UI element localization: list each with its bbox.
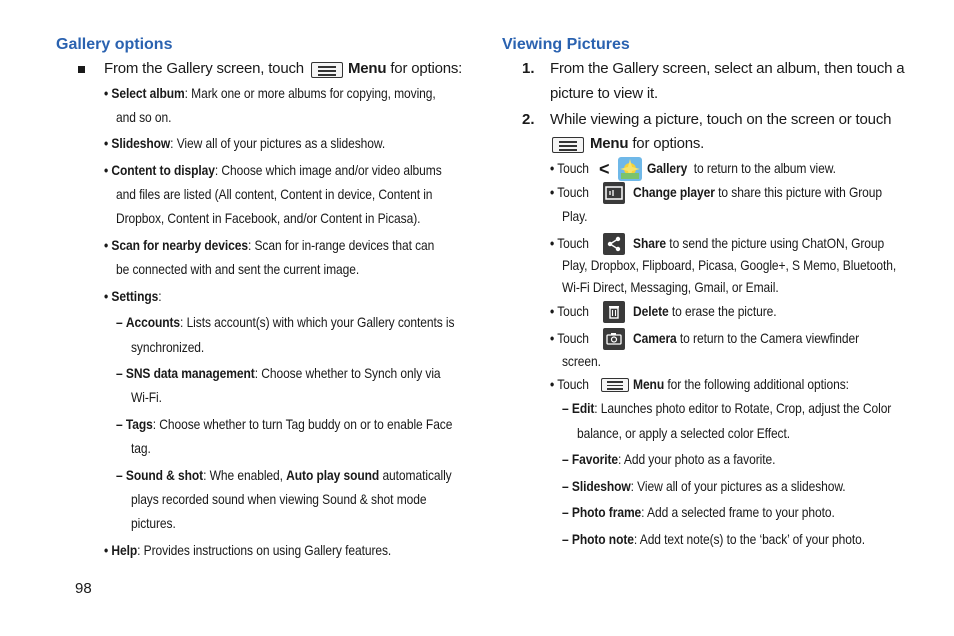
option-help: • Help: Provides instructions on using Gallery features. bbox=[104, 542, 392, 558]
option-desc: : Provides instructions on using Gallery features. bbox=[137, 542, 392, 558]
step-2-line2 bbox=[590, 135, 704, 152]
change-player-icon bbox=[603, 182, 625, 204]
touch-camera-prefix: • Touch bbox=[550, 330, 589, 346]
menu-icon bbox=[601, 378, 629, 392]
section-heading-viewing-pictures: Viewing Pictures bbox=[502, 36, 630, 53]
setting-tags-line2: tag. bbox=[131, 440, 151, 456]
gallery-options-intro-end bbox=[348, 60, 462, 77]
touch-label: Touch bbox=[557, 303, 589, 319]
touch-label: Touch bbox=[557, 184, 589, 200]
option-desc: : Lists account(s) with which your Gallery contents is bbox=[180, 314, 455, 330]
option-content-line3: Dropbox, Content in Facebook, and/or Content in Picasa). bbox=[116, 210, 421, 226]
option-term-2: Auto play sound bbox=[286, 467, 380, 483]
option-term: Select album bbox=[111, 85, 185, 101]
gallery-options-intro bbox=[104, 60, 304, 77]
touch-label: Touch bbox=[557, 376, 589, 392]
menu-label: Menu bbox=[590, 135, 629, 152]
menu-option-edit: – Edit: Launches photo editor to Rotate, Crop, adjust the Color bbox=[562, 400, 892, 416]
option-desc: for the following additional options: bbox=[667, 376, 849, 392]
option-settings: • Settings: bbox=[104, 288, 162, 304]
option-desc: : Choose whether to Synch only via bbox=[254, 365, 441, 381]
touch-menu-text bbox=[633, 376, 849, 392]
setting-sound-shot-line2: plays recorded sound when viewing Sound & shot mode bbox=[131, 491, 427, 507]
option-desc: : Choose whether to turn Tag buddy on or to enable Face bbox=[152, 416, 453, 432]
option-term: Photo note bbox=[571, 531, 634, 547]
back-chevron-icon: < bbox=[599, 159, 610, 179]
touch-camera-text bbox=[633, 330, 859, 346]
page-number: 98 bbox=[75, 580, 92, 597]
option-term: Scan for nearby devices bbox=[111, 237, 248, 253]
option-term: Help bbox=[111, 542, 138, 558]
option-term: Slideshow bbox=[111, 135, 171, 151]
option-desc: to send the picture using ChatON, Group bbox=[669, 235, 885, 251]
option-desc: : Add a selected frame to your photo. bbox=[641, 504, 835, 520]
option-content-line2: and files are listed (All content, Content in device, Content in bbox=[116, 186, 433, 202]
option-desc: : bbox=[158, 288, 162, 304]
touch-label: Touch bbox=[557, 330, 589, 346]
intro-after: for options: bbox=[390, 60, 463, 77]
option-desc: : Whe enabled, bbox=[203, 467, 283, 483]
option-term: Share bbox=[633, 235, 667, 251]
option-content-to-display: • Content to display: Choose which image and/or video albums bbox=[104, 162, 442, 178]
option-desc: to share this picture with Group bbox=[718, 184, 883, 200]
setting-tags: – Tags: Choose whether to turn Tag buddy on or to enable Face bbox=[116, 416, 453, 432]
setting-accounts-line2: synchronized. bbox=[131, 339, 205, 355]
menu-option-photo-note: – Photo note: Add text note(s) to the ‘back’ of your photo. bbox=[562, 531, 865, 547]
option-desc: to erase the picture. bbox=[671, 303, 777, 319]
option-term: Settings bbox=[111, 288, 159, 304]
step-2-after: for options. bbox=[632, 135, 705, 152]
option-desc: : Add text note(s) to the ‘back’ of your photo. bbox=[633, 531, 865, 547]
camera-icon bbox=[603, 328, 625, 350]
section-heading-gallery-options: Gallery options bbox=[56, 36, 173, 53]
gallery-app-icon bbox=[618, 157, 642, 181]
menu-option-favorite: – Favorite: Add your photo as a favorite. bbox=[562, 451, 776, 467]
touch-label: Touch bbox=[557, 160, 589, 176]
option-term: Delete bbox=[633, 303, 669, 319]
setting-sns-line2: Wi-Fi. bbox=[131, 389, 162, 405]
setting-sound-shot: – Sound & shot: Whe enabled, Auto play sound automatically bbox=[116, 467, 452, 483]
option-desc: : View all of your pictures as a slideshow. bbox=[630, 478, 846, 494]
touch-delete-prefix: • Touch bbox=[550, 303, 589, 319]
option-term: Gallery bbox=[647, 160, 688, 176]
touch-share-prefix: • Touch bbox=[550, 235, 589, 251]
setting-sound-shot-line3: pictures. bbox=[131, 515, 176, 531]
step-1-line1: From the Gallery screen, select an album, then touch a bbox=[550, 60, 905, 77]
touch-share-text bbox=[633, 235, 884, 251]
menu-option-edit-line2: balance, or apply a selected color Effect. bbox=[577, 425, 791, 441]
menu-icon bbox=[552, 137, 584, 153]
option-select-album-line2: and so on. bbox=[116, 109, 172, 125]
option-desc: to return to the album view. bbox=[693, 160, 836, 176]
option-term: Edit bbox=[571, 400, 595, 416]
option-desc-2: automatically bbox=[382, 467, 452, 483]
option-term: Sound & shot bbox=[125, 467, 204, 483]
option-select-album: • Select album: Mark one or more albums for copying, moving, bbox=[104, 85, 436, 101]
touch-menu-prefix: • Touch bbox=[550, 376, 589, 392]
touch-label: Touch bbox=[557, 235, 589, 251]
option-term: Change player bbox=[633, 184, 715, 200]
menu-option-slideshow: – Slideshow: View all of your pictures as a slideshow. bbox=[562, 478, 846, 494]
touch-share-line3: Wi-Fi Direct, Messaging, Gmail, or Email. bbox=[562, 279, 779, 295]
option-term: Photo frame bbox=[571, 504, 642, 520]
touch-delete-text bbox=[633, 303, 776, 319]
setting-sns-data: – SNS data management: Choose whether to Synch only via bbox=[116, 365, 441, 381]
touch-share-line2: Play, Dropbox, Flipboard, Picasa, Google+, S Memo, Bluetooth, bbox=[562, 257, 897, 273]
option-desc: : Add your photo as a favorite. bbox=[618, 451, 776, 467]
option-desc: : Choose which image and/or video albums bbox=[214, 162, 442, 178]
option-term: Accounts bbox=[125, 314, 181, 330]
option-scan-line2: be connected with and sent the current image. bbox=[116, 261, 360, 277]
option-scan-nearby: • Scan for nearby devices: Scan for in-range devices that can bbox=[104, 237, 435, 253]
menu-icon bbox=[311, 62, 343, 78]
option-term: Menu bbox=[633, 376, 665, 392]
option-term: Slideshow bbox=[571, 478, 631, 494]
share-icon bbox=[603, 233, 625, 255]
touch-gallery-prefix: • Touch bbox=[550, 160, 589, 176]
touch-change-player-text bbox=[633, 184, 882, 200]
touch-gallery-text bbox=[647, 160, 836, 176]
option-term: Camera bbox=[633, 330, 677, 346]
option-desc: : Scan for in-range devices that can bbox=[247, 237, 435, 253]
step-number-2: 2. bbox=[522, 111, 535, 128]
touch-change-player-line2: Play. bbox=[562, 208, 588, 224]
option-slideshow: • Slideshow: View all of your pictures as a slideshow. bbox=[104, 135, 386, 151]
option-desc: : Mark one or more albums for copying, moving, bbox=[184, 85, 436, 101]
option-term: SNS data management bbox=[125, 365, 255, 381]
option-term: Tags bbox=[125, 416, 153, 432]
menu-option-photo-frame: – Photo frame: Add a selected frame to your photo. bbox=[562, 504, 835, 520]
step-2-line1: While viewing a picture, touch on the screen or touch bbox=[550, 111, 892, 128]
option-desc: to return to the Camera viewfinder bbox=[679, 330, 860, 346]
setting-accounts: – Accounts: Lists account(s) with which your Gallery contents is bbox=[116, 314, 455, 330]
touch-change-player-prefix: • Touch bbox=[550, 184, 589, 200]
trash-icon bbox=[603, 301, 625, 323]
option-desc: : Launches photo editor to Rotate, Crop, adjust the Color bbox=[594, 400, 892, 416]
touch-camera-line2: screen. bbox=[562, 353, 601, 369]
step-number-1: 1. bbox=[522, 60, 535, 77]
option-term: Content to display bbox=[111, 162, 215, 178]
intro-text: From the Gallery screen, touch bbox=[104, 60, 304, 77]
option-desc: : View all of your pictures as a slideshow. bbox=[170, 135, 386, 151]
menu-label: Menu bbox=[348, 60, 387, 77]
option-term: Favorite bbox=[571, 451, 619, 467]
step-1-line2: picture to view it. bbox=[550, 85, 658, 102]
square-bullet bbox=[78, 66, 85, 73]
